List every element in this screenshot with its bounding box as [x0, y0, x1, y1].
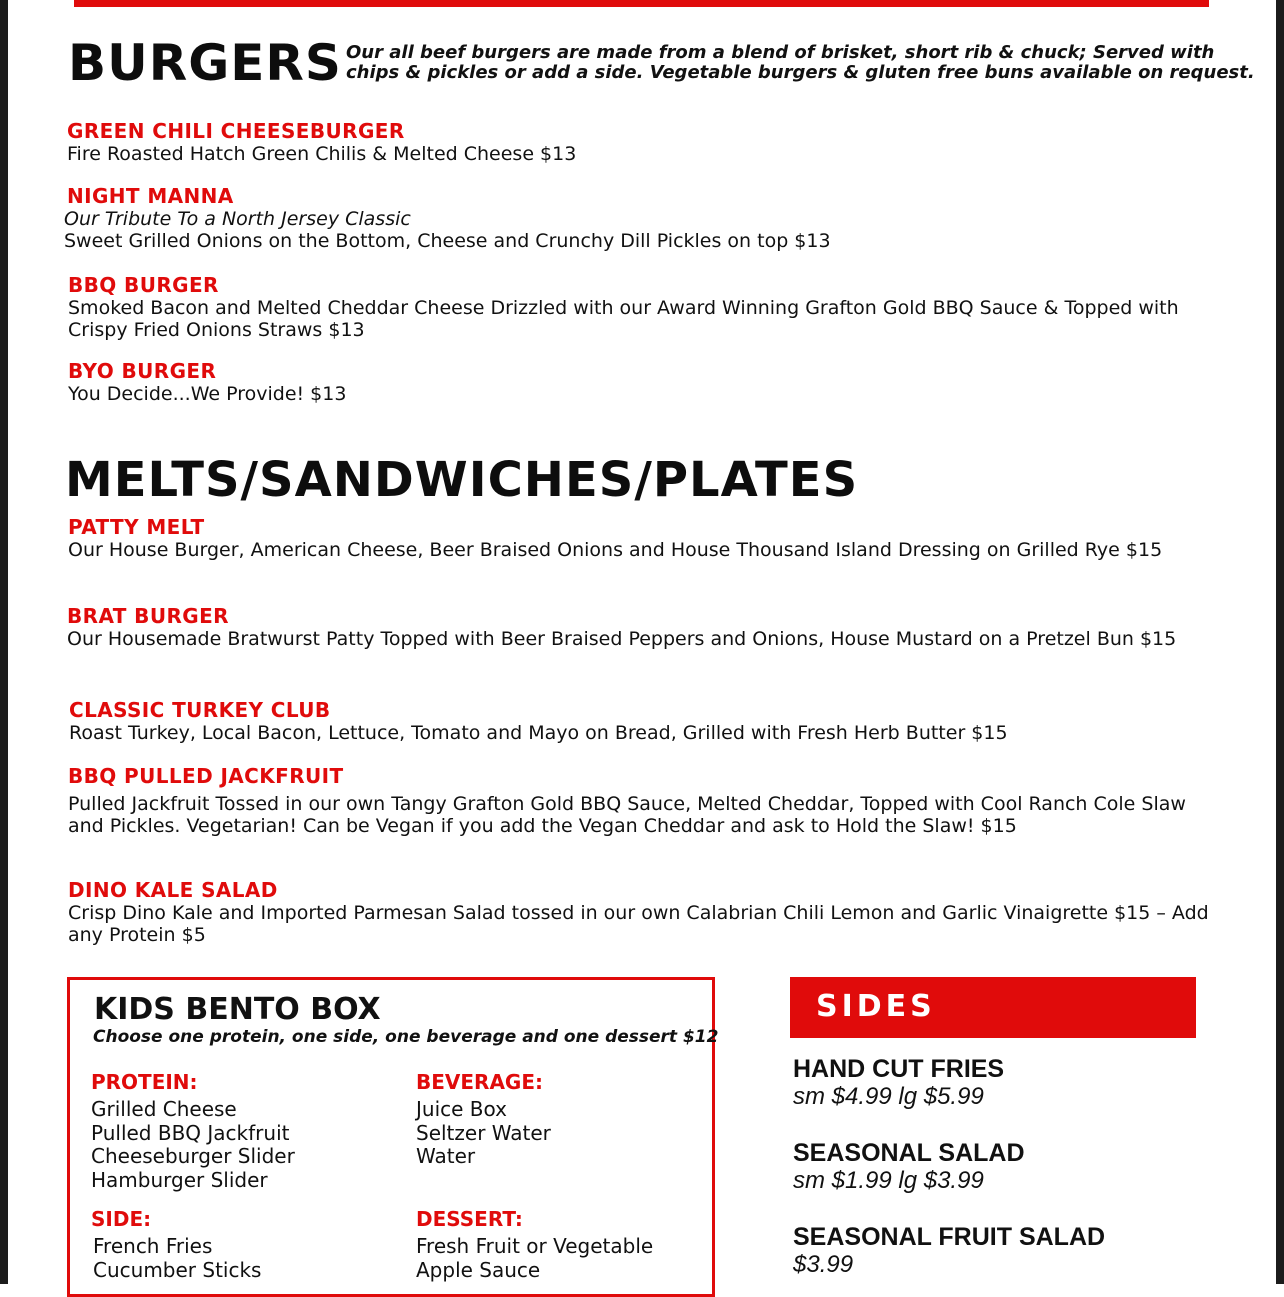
menu-item	[68, 273, 1233, 341]
kids-side-heading: SIDE:	[91, 1207, 152, 1231]
side-price: sm $4.99 lg $5.99	[793, 1083, 984, 1110]
sides-banner	[790, 977, 1196, 1038]
item-name: BYO BURGER	[68, 359, 217, 383]
sides-heading: SIDES	[816, 989, 936, 1024]
kids-side-list	[93, 1235, 261, 1282]
side-name: HAND CUT FRIES	[793, 1055, 1005, 1083]
list-item: French Fries	[93, 1234, 213, 1258]
item-name: NIGHT MANNA	[67, 184, 234, 208]
kids-dessert-heading: DESSERT:	[416, 1207, 523, 1231]
melts-heading: MELTS/SANDWICHES/PLATES	[65, 452, 859, 508]
item-description: Fire Roasted Hatch Green Chilis & Melted Cheese $13	[67, 143, 577, 165]
side-name: SEASONAL FRUIT SALAD	[793, 1223, 1106, 1251]
list-item: Grilled Cheese	[91, 1097, 237, 1121]
list-item: Water	[416, 1144, 476, 1168]
menu-item	[64, 184, 1234, 252]
item-name: DINO KALE SALAD	[68, 878, 278, 902]
kids-beverage-list	[416, 1098, 551, 1169]
list-item: Hamburger Slider	[91, 1167, 268, 1192]
item-description: Roast Turkey, Local Bacon, Lettuce, Tomato and Mayo on Bread, Grilled with Fresh Herb Butter $15	[69, 722, 1008, 744]
menu-item	[68, 359, 1233, 405]
list-item: Juice Box	[416, 1097, 507, 1121]
kids-protein-list	[91, 1098, 295, 1192]
kids-dessert-group	[416, 1207, 653, 1282]
side-name: SEASONAL SALAD	[793, 1139, 1025, 1167]
item-description: Smoked Bacon and Melted Cheddar Cheese Drizzled with our Award Winning Grafton Gold BBQ Sauce & Topped with Crispy Fried Onions Straws $13	[68, 297, 1179, 341]
list-item: Seltzer Water	[416, 1120, 551, 1145]
burgers-note	[346, 43, 1266, 83]
item-description: Crisp Dino Kale and Imported Parmesan Salad tossed in our own Calabrian Chili Lemon and Garlic Vinaigrette $15 – Add any Protein $5	[68, 902, 1209, 946]
kids-bento-title: KIDS BENTO BOX	[94, 992, 381, 1027]
list-item: Apple Sauce	[416, 1257, 541, 1282]
burgers-heading: BURGERS	[68, 34, 342, 92]
item-description: Sweet Grilled Onions on the Bottom, Cheese and Crunchy Dill Pickles on top $13	[64, 230, 831, 252]
menu-item	[68, 515, 1218, 561]
list-item: Cucumber Sticks	[93, 1257, 262, 1282]
list-item: Fresh Fruit or Vegetable	[416, 1234, 654, 1258]
item-name: BBQ PULLED JACKFRUIT	[68, 764, 344, 788]
page-edge-right	[1276, 0, 1284, 1284]
menu-item	[67, 119, 1237, 165]
side-price: $3.99	[793, 1251, 854, 1278]
item-description: Pulled Jackfruit Tossed in our own Tangy Grafton Gold BBQ Sauce, Melted Cheddar, Topped with Cool Ranch Cole Slaw and Pickles. Vegetarian! Can be Vegan if you add the Vegan Cheddar and ask to Hold the Slaw! $15	[68, 793, 1186, 837]
item-name: BRAT BURGER	[67, 604, 229, 628]
item-description: Our Housemade Bratwurst Patty Topped with Beer Braised Peppers and Onions, House Mustard on a Pretzel Bun $15	[67, 628, 1177, 650]
side-item	[793, 1139, 1025, 1195]
menu-item	[69, 698, 1219, 744]
list-item: Cheeseburger Slider	[91, 1144, 295, 1168]
item-name: BBQ BURGER	[68, 273, 219, 297]
kids-beverage-group	[416, 1070, 551, 1169]
side-item	[793, 1223, 1105, 1279]
item-name: CLASSIC TURKEY CLUB	[69, 698, 331, 722]
kids-beverage-heading: BEVERAGE:	[416, 1070, 544, 1094]
side-price: sm $1.99 lg $3.99	[793, 1167, 984, 1194]
menu-item	[68, 764, 1218, 837]
item-subtitle: Our Tribute To a North Jersey Classic	[64, 208, 411, 230]
kids-bento-box	[67, 977, 719, 1297]
kids-dessert-list	[416, 1235, 653, 1282]
menu-item	[68, 878, 1218, 946]
item-name: GREEN CHILI CHEESEBURGER	[67, 119, 405, 143]
burgers-note-line: Our all beef burgers are made from a blend of brisket, short rib & chuck; Served with	[346, 42, 1215, 63]
page-edge-left	[0, 0, 8, 1284]
burgers-note-line: chips & pickles or add a side. Vegetable burgers & gluten free buns available on request.	[346, 62, 1255, 83]
side-item	[793, 1055, 1004, 1111]
kids-side-group	[91, 1207, 261, 1282]
item-name: PATTY MELT	[68, 515, 205, 539]
list-item: Pulled BBQ Jackfruit	[91, 1120, 290, 1145]
kids-bento-note: Choose one protein, one side, one beverage and one dessert $12	[93, 1027, 719, 1047]
item-description: Our House Burger, American Cheese, Beer Braised Onions and House Thousand Island Dressing on Grilled Rye $15	[68, 539, 1163, 561]
item-description: You Decide...We Provide! $13	[68, 383, 347, 405]
menu-item	[67, 604, 1217, 650]
kids-protein-heading: PROTEIN:	[91, 1070, 198, 1094]
kids-protein-group	[91, 1070, 295, 1192]
top-accent-bar	[74, 0, 1209, 7]
